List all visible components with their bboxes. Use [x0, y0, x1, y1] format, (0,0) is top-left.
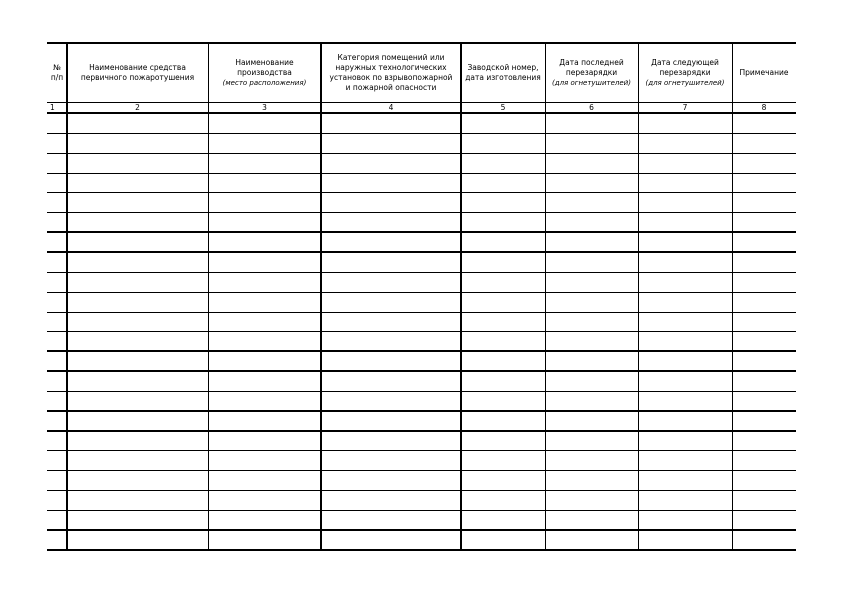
table-cell — [208, 371, 321, 391]
table-cell — [208, 391, 321, 411]
table-cell — [732, 470, 796, 490]
table-cell — [638, 133, 732, 153]
table-cell — [545, 530, 638, 550]
table-cell — [461, 113, 545, 133]
table-cell — [545, 192, 638, 212]
column-divider — [732, 43, 733, 550]
column-divider — [208, 43, 209, 550]
table-cell — [208, 312, 321, 332]
table-cell — [545, 272, 638, 292]
table-cell — [47, 173, 67, 193]
table-cell — [545, 292, 638, 312]
table-cell — [208, 232, 321, 252]
header-note: (для огнетушителей) — [552, 78, 631, 87]
table-cell — [545, 470, 638, 490]
table-cell — [732, 192, 796, 212]
header-cell-4 — [321, 43, 461, 102]
table-cell — [67, 153, 208, 173]
table-cell — [461, 331, 545, 351]
header-text-line: Заводской номер, — [467, 62, 539, 72]
header-text-line: наружных технологических — [335, 62, 447, 72]
table-cell — [67, 173, 208, 193]
table-cell — [638, 331, 732, 351]
table-cell — [47, 470, 67, 490]
table-cell — [638, 173, 732, 193]
table-cell — [545, 212, 638, 232]
table-cell — [461, 192, 545, 212]
table-cell — [67, 470, 208, 490]
table-cell — [638, 470, 732, 490]
table-cell — [545, 371, 638, 391]
header-bottom-line — [47, 102, 796, 103]
table-cell — [208, 153, 321, 173]
column-number-1: 1 — [50, 102, 55, 112]
table-cell — [47, 530, 67, 550]
column-number-3: 3 — [262, 102, 267, 112]
table-cell — [732, 113, 796, 133]
table-cell — [732, 530, 796, 550]
table-cell — [321, 431, 461, 451]
header-text-line: перезарядки — [565, 67, 618, 77]
header-note: (для огнетушителей) — [645, 78, 725, 87]
table-cell — [461, 232, 545, 252]
table-cell — [461, 411, 545, 431]
table-cell — [545, 391, 638, 411]
table-cell — [321, 351, 461, 371]
table-cell — [47, 113, 67, 133]
table-cell — [67, 490, 208, 510]
column-divider — [66, 43, 68, 550]
table-cell — [67, 411, 208, 431]
table-cell — [208, 113, 321, 133]
table-cell — [321, 252, 461, 272]
header-text-line: первичного пожаротушения — [80, 72, 195, 82]
header-text-line: установок по взрывопожарной — [329, 72, 453, 82]
table-cell — [321, 113, 461, 133]
table-cell — [208, 192, 321, 212]
table-cell — [47, 371, 67, 391]
table-cell — [67, 113, 208, 133]
table-cell — [461, 391, 545, 411]
table-cell — [321, 272, 461, 292]
table-cell — [67, 371, 208, 391]
table-cell — [208, 272, 321, 292]
table-cell — [638, 153, 732, 173]
column-number-2: 2 — [135, 102, 140, 112]
table-cell — [461, 292, 545, 312]
header-text-line: Наименование — [235, 57, 294, 67]
column-number-5: 5 — [500, 102, 506, 112]
table-cell — [638, 371, 732, 391]
table-cell — [208, 431, 321, 451]
table-cell — [321, 212, 461, 232]
column-divider — [638, 43, 639, 550]
table-cell — [545, 331, 638, 351]
table-cell — [47, 331, 67, 351]
table-cell — [321, 173, 461, 193]
table-cell — [47, 450, 67, 470]
table-cell — [461, 371, 545, 391]
table-cell — [47, 411, 67, 431]
table-cell — [638, 272, 732, 292]
table-cell — [67, 510, 208, 530]
table-cell — [461, 173, 545, 193]
table-cell — [67, 351, 208, 371]
table-cell — [67, 292, 208, 312]
table-cell — [461, 470, 545, 490]
table-cell — [47, 351, 67, 371]
table-cell — [47, 232, 67, 252]
table-cell — [208, 292, 321, 312]
table-cell — [638, 212, 732, 232]
table-cell — [47, 292, 67, 312]
table-cell — [545, 173, 638, 193]
header-cell-5 — [461, 43, 545, 102]
table-cell — [321, 450, 461, 470]
table-cell — [545, 113, 638, 133]
table-cell — [321, 312, 461, 332]
table-cell — [732, 133, 796, 153]
table-cell — [732, 371, 796, 391]
table-cell — [321, 470, 461, 490]
header-cell-7 — [638, 43, 732, 102]
table-cell — [461, 450, 545, 470]
table-cell — [208, 510, 321, 530]
table-cell — [732, 252, 796, 272]
table-cell — [461, 212, 545, 232]
table-cell — [638, 450, 732, 470]
table-cell — [47, 212, 67, 232]
table-cell — [67, 312, 208, 332]
table-cell — [638, 391, 732, 411]
table-cell — [47, 391, 67, 411]
table-cell — [321, 153, 461, 173]
table-cell — [638, 510, 732, 530]
table-cell — [321, 331, 461, 351]
table-cell — [461, 510, 545, 530]
table-cell — [208, 133, 321, 153]
table-cell — [461, 153, 545, 173]
table-cell — [545, 490, 638, 510]
header-text-line: п/п — [50, 72, 64, 82]
table-cell — [47, 272, 67, 292]
table-cell — [208, 351, 321, 371]
table-top-border — [47, 42, 796, 44]
table-cell — [638, 312, 732, 332]
table-cell — [208, 212, 321, 232]
table-cell — [208, 252, 321, 272]
table-cell — [321, 490, 461, 510]
header-text-line: дата изготовления — [465, 72, 541, 82]
table-cell — [47, 192, 67, 212]
table-cell — [461, 312, 545, 332]
table-cell — [47, 153, 67, 173]
table-cell — [67, 450, 208, 470]
table-cell — [47, 510, 67, 530]
table-cell — [208, 450, 321, 470]
table-cell — [67, 133, 208, 153]
table-cell — [208, 331, 321, 351]
table-cell — [461, 272, 545, 292]
table-cell — [47, 431, 67, 451]
table-cell — [638, 292, 732, 312]
header-text-line: № — [53, 62, 61, 72]
column-number-6: 6 — [589, 102, 594, 112]
table-cell — [208, 530, 321, 550]
table-cell — [638, 192, 732, 212]
table-cell — [545, 450, 638, 470]
table-cell — [208, 173, 321, 193]
table-cell — [732, 510, 796, 530]
column-divider — [320, 43, 322, 550]
table-cell — [545, 312, 638, 332]
header-cell-3 — [208, 43, 321, 102]
table-cell — [732, 272, 796, 292]
header-text-line: Дата следующей — [651, 57, 719, 67]
table-cell — [732, 312, 796, 332]
table-cell — [638, 431, 732, 451]
header-cell-1 — [47, 43, 67, 102]
table-cell — [67, 232, 208, 252]
table-cell — [461, 133, 545, 153]
table-cell — [732, 490, 796, 510]
header-text-line: Дата последней — [559, 57, 624, 67]
table-cell — [47, 490, 67, 510]
table-cell — [638, 530, 732, 550]
table-cell — [638, 411, 732, 431]
table-cell — [47, 133, 67, 153]
table-cell — [461, 490, 545, 510]
table-cell — [67, 272, 208, 292]
table-cell — [732, 331, 796, 351]
table-cell — [638, 232, 732, 252]
table-cell — [67, 391, 208, 411]
table-cell — [321, 530, 461, 550]
column-number-4: 4 — [388, 102, 394, 112]
table-cell — [208, 490, 321, 510]
table-cell — [321, 192, 461, 212]
table-cell — [321, 292, 461, 312]
table-cell — [732, 391, 796, 411]
table-cell — [321, 133, 461, 153]
table-cell — [67, 431, 208, 451]
table-cell — [732, 411, 796, 431]
header-cell-8 — [732, 43, 796, 102]
column-number-7: 7 — [682, 102, 688, 112]
header-text-line: Примечание — [739, 67, 789, 77]
table-cell — [732, 292, 796, 312]
table-cell — [545, 431, 638, 451]
table-cell — [461, 530, 545, 550]
table-cell — [321, 411, 461, 431]
table-cell — [208, 411, 321, 431]
column-divider — [545, 43, 546, 550]
header-note: (место расположения) — [222, 78, 307, 87]
table-cell — [638, 252, 732, 272]
table-cell — [321, 371, 461, 391]
table-cell — [67, 212, 208, 232]
table-cell — [732, 351, 796, 371]
table-cell — [47, 312, 67, 332]
header-cell-2 — [67, 43, 208, 102]
table-cell — [732, 431, 796, 451]
table-cell — [321, 391, 461, 411]
table-cell — [545, 133, 638, 153]
table-cell — [321, 510, 461, 530]
header-text-line: Наименование средства — [89, 62, 186, 72]
table-cell — [545, 252, 638, 272]
table-cell — [545, 510, 638, 530]
table-cell — [545, 232, 638, 252]
header-text-line: производства — [237, 67, 292, 77]
table-cell — [321, 232, 461, 252]
table-cell — [732, 173, 796, 193]
table-cell — [638, 351, 732, 371]
table-cell — [47, 252, 67, 272]
table-cell — [67, 530, 208, 550]
table-cell — [732, 153, 796, 173]
table-cell — [67, 252, 208, 272]
table-cell — [638, 113, 732, 133]
table-cell — [732, 212, 796, 232]
column-number-8: 8 — [761, 102, 767, 112]
table-cell — [461, 252, 545, 272]
table-cell — [461, 351, 545, 371]
header-cell-6 — [545, 43, 638, 102]
column-divider — [460, 43, 462, 550]
table-cell — [545, 153, 638, 173]
table-cell — [67, 192, 208, 212]
header-text-line: и пожарной опасности — [345, 82, 437, 92]
header-text-line: перезарядки — [659, 67, 711, 77]
table-cell — [732, 450, 796, 470]
header-text-line: Категория помещений или — [337, 52, 445, 62]
table-cell — [461, 431, 545, 451]
table-cell — [545, 411, 638, 431]
table-cell — [732, 232, 796, 252]
table-cell — [545, 351, 638, 371]
table-cell — [208, 470, 321, 490]
table-cell — [638, 490, 732, 510]
table-cell — [67, 331, 208, 351]
